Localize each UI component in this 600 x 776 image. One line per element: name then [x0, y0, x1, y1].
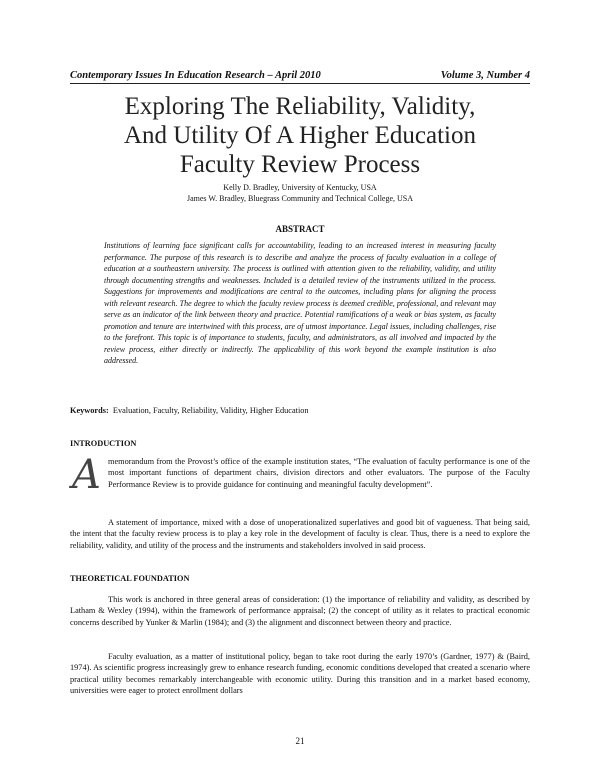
introduction-paragraph-1: [70, 452, 530, 498]
introduction-heading: INTRODUCTION: [70, 439, 137, 448]
abstract-text: Institutions of learning face significant calls for accountability, leading to an increased interest in measuring faculty performance. The purpose of this research is to describe and analyze the process of faculty evaluation in a college of education at a southeastern university. The process is outlined with attention given to the reliability, validity, and utility through documenting strengths and weaknesses. Included is a detailed review of the instruments utilized in the process. Suggestions for improvements and modifications are central to the outcomes, including plans for aligning the process with relevant research. The degree to which the faculty review process is deemed credible, professional, and relevant may serve as an indicator of the link between theory and practice. Potential ramifications of a weak or bias system, as faculty promotion and tenure are intertwined with this process, are of utmost importance. Legal issues, including challenges, rise to the forefront. This topic is of importance to students, faculty, and administrators, as all involved and impacted by the review process, either directly or indirectly. The applicability of this work beyond the example institution is also addressed.: [104, 241, 496, 366]
title-line-3: Faculty Review Process: [179, 151, 421, 178]
author-block: [70, 182, 530, 204]
theory-paragraph-2: Faculty evaluation, as a matter of institutional policy, began to take root during the early 1970’s (Gardner, 1977) & (Baird, 1974). As scientific progress increasingly grew to enhance research funding, economic conditions developed that created a scenario where practical utility becomes remarkably interchangeable with economic utility. During this transition and in a market based economy, universities were eager to protect enrollment dollars: [70, 652, 530, 696]
journal-name: Contemporary Issues In Education Research – April 2010: [70, 70, 321, 81]
title-line-2: And Utility Of A Higher Education: [123, 122, 477, 149]
abstract-heading: ABSTRACT: [275, 224, 325, 234]
introduction-paragraph-1-text: memorandum from the Provost’s office of the example institution states, “The evaluation of faculty performance is one of the most important functions of department chairs, division directors and other evaluators. The purpose of the Faculty Performance Review is to provide guidance for continuing and meaningful faculty development”.: [108, 457, 530, 489]
author-2: James W. Bradley, Bluegrass Community and Technical College, USA: [186, 194, 414, 203]
volume-number: Volume 3, Number 4: [440, 70, 530, 81]
paper-title: [70, 92, 530, 179]
title-line-1: Exploring The Reliability, Validity,: [124, 93, 476, 120]
author-1: Kelly D. Bradley, University of Kentucky, USA: [223, 183, 377, 192]
keywords-text: Evaluation, Faculty, Reliability, Validity, Higher Education: [112, 406, 309, 415]
page-number: 21: [295, 736, 305, 746]
introduction-paragraph-2: A statement of importance, mixed with a dose of unoperationalized superlatives and good bit of vagueness. That being said, the intent that the faculty review process is to play a key role in the development of faculty is clear. Thus, there is a need to explore the reliability, validity, and utility of the process and the instruments and stakeholders involved in said process.: [70, 518, 530, 550]
keywords-line: [70, 405, 530, 416]
drop-cap: A: [72, 452, 101, 498]
theory-paragraph-1: This work is anchored in three general areas of consideration: (1) the importance of reliability and validity, as described by Latham & Wexley (1994), within the framework of performance appraisal; (2) the concept of utility as it relates to practical economic concerns described by Yunker & Marlin (1984); and (3) the alignment and disconnect between theory and practice.: [70, 595, 530, 627]
running-header: [70, 70, 530, 84]
keywords-label: Keywords:: [70, 406, 109, 415]
theoretical-foundation-heading: THEORETICAL FOUNDATION: [70, 574, 190, 583]
